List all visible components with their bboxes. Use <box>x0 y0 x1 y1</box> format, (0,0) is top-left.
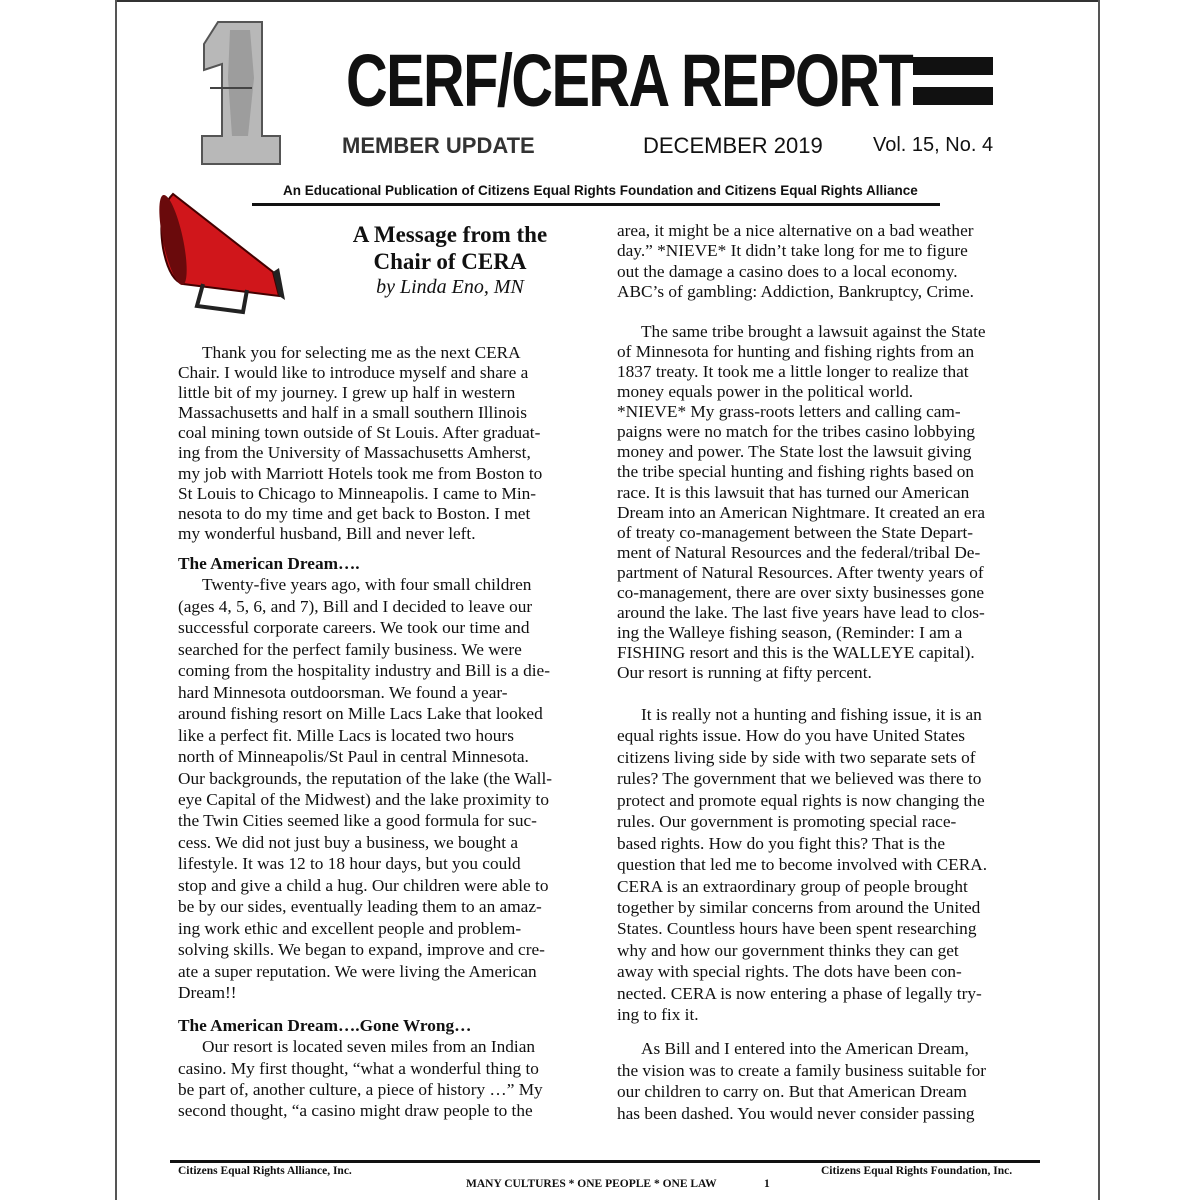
text-line: stop and give a child a hug. Our children were able to <box>178 875 549 895</box>
text-line: It is really not a hunting and fishing issue, it is an <box>641 705 982 724</box>
equal-sign-bottom-bar <box>913 87 993 105</box>
text-line: searched for the perfect family business. We were <box>178 639 522 659</box>
text-line: question that led me to become involved with CERA. <box>617 855 988 875</box>
text-line: *NIEVE* My grass-roots letters and calling cam- <box>617 402 961 422</box>
text-line: why and how our government thinks they can get <box>617 940 959 960</box>
text-line: protect and promote equal rights is now changing the <box>617 790 985 810</box>
text-line: be part of, another culture, a piece of history …” My <box>178 1079 543 1099</box>
text-line: nesota to do my time and get back to Boston. I met <box>178 503 531 523</box>
text-line: based rights. How do you fight this? That is the <box>617 833 945 853</box>
article-byline: by Linda Eno, MN <box>376 276 524 298</box>
megaphone-icon <box>155 188 290 318</box>
text-line: of Minnesota for hunting and fishing rights from an <box>617 342 975 362</box>
text-line: ing from the University of Massachusetts Amherst, <box>178 443 531 463</box>
text-line: States. Countless hours have been spent researching <box>617 919 977 939</box>
text-line: of treaty co-management between the State Depart- <box>617 522 974 542</box>
text-line: St Louis to Chicago to Minneapolis. I came to Min- <box>178 483 537 503</box>
lady-justice-logo-icon <box>200 18 282 166</box>
text-line: the vision was to create a family business suitable for <box>617 1060 987 1080</box>
footer-left-org: Citizens Equal Rights Alliance, Inc. <box>178 1165 352 1177</box>
article-title-line-1: A Message from the <box>352 222 548 247</box>
header-rule <box>252 203 940 206</box>
text-line: around the lake. The last five years have lead to clos- <box>617 602 985 622</box>
text-line: Dream into an American Nightmare. It created an era <box>617 502 986 522</box>
text-line: race. It is this lawsuit that has turned our American <box>617 482 970 502</box>
text-line: my wonderful husband, Bill and never left. <box>178 523 476 543</box>
text-line: north of Minneapolis/St Paul in central Minnesota. <box>178 747 529 767</box>
text-line: coming from the hospitality industry and Bill is a die- <box>178 661 550 681</box>
text-line: hard Minnesota outdoorsman. We found a year- <box>178 682 508 702</box>
text-line: ing the Walleye fishing season, (Reminder: I am a <box>617 622 963 642</box>
text-line: coal mining town outside of St Louis. After graduat- <box>178 423 541 443</box>
page-border-top <box>115 0 1100 2</box>
text-line: ing to fix it. <box>617 1005 699 1025</box>
text-line: solving skills. We began to expand, improve and cre- <box>178 940 545 960</box>
text-line: around fishing resort on Mille Lacs Lake that looked <box>178 704 543 724</box>
text-line: 1837 treaty. It took me a little longer to realize that <box>617 362 969 382</box>
text-line: second thought, “a casino might draw people to the <box>178 1101 533 1121</box>
issue-volume: Vol. 15, No. 4 <box>873 134 994 156</box>
text-line: The same tribe brought a lawsuit against the State <box>641 322 986 341</box>
text-line: CERA is an extraordinary group of people brought <box>617 876 968 896</box>
text-line: ing work ethic and excellent people and problem- <box>178 918 522 938</box>
text-line: co-management, there are over sixty businesses gone <box>617 582 985 602</box>
text-line: ment of Natural Resources and the federal/tribal De- <box>617 542 981 562</box>
section-heading: The American Dream…. <box>178 554 360 573</box>
text-line: Twenty-five years ago, with four small children <box>202 575 532 595</box>
text-line: Dream!! <box>178 983 237 1003</box>
text-line: eye Capital of the Midwest) and the lake proximity to <box>178 789 549 809</box>
publication-tagline: An Educational Publication of Citizens Equal Rights Foundation and Citizens Equal Rights Alliance <box>283 183 918 198</box>
section-heading: The American Dream….Gone Wrong… <box>178 1016 472 1035</box>
equal-sign-top-bar <box>913 57 993 75</box>
paragraph <box>178 343 542 544</box>
text-line: casino. My first thought, “what a wonderful thing to <box>178 1058 539 1078</box>
newsletter-title: CERF/CERA REPORT <box>346 39 913 122</box>
text-line: Thank you for selecting me as the next CERA <box>202 343 521 362</box>
text-line: little bit of my journey. I grew up half in western <box>178 383 516 403</box>
text-line: our children to carry on. But that American Dream <box>617 1082 967 1102</box>
text-line: my job with Marriott Hotels took me from Boston to <box>178 463 543 483</box>
text-line: money and power. The State lost the lawsuit giving <box>617 442 972 462</box>
text-line: (ages 4, 5, 6, and 7), Bill and I decided to leave our <box>178 596 533 616</box>
text-line: area, it might be a nice alternative on a bad weather <box>617 221 974 240</box>
article-title-line-2: Chair of CERA <box>373 249 527 274</box>
text-line: cess. We did not just buy a business, we bought a <box>178 832 519 852</box>
paragraph <box>617 221 974 303</box>
paragraph <box>617 322 986 683</box>
text-line: FISHING resort and this is the WALLEYE capital). <box>617 643 975 662</box>
text-line: paigns were no match for the tribes casino lobbying <box>617 422 976 442</box>
text-line: rules? The government that we believed was there to <box>617 769 982 789</box>
text-line: like a perfect fit. Mille Lacs is located two hours <box>178 725 514 745</box>
issue-date: DECEMBER 2019 <box>643 133 823 158</box>
text-line: the Twin Cities seemed like a good formula for suc- <box>178 811 537 831</box>
paragraph <box>178 1015 543 1121</box>
text-line: ate a super reputation. We were living the American <box>178 961 537 981</box>
text-line: out the damage a casino does to a local economy. <box>617 261 958 281</box>
text-line: day.” *NIEVE* It didn’t take long for me to figure <box>617 241 968 261</box>
text-line: be by our sides, eventually leading them to an amaz- <box>178 897 542 917</box>
footer-right-org: Citizens Equal Rights Foundation, Inc. <box>821 1165 1013 1177</box>
page-number: 1 <box>764 1178 770 1190</box>
text-line: together by similar concerns from around the United <box>617 897 981 917</box>
text-line: lifestyle. It was 12 to 18 hour days, but you could <box>178 854 521 874</box>
text-line: As Bill and I entered into the American Dream, <box>641 1039 969 1058</box>
text-line: Massachusetts and half in a small southern Illinois <box>178 403 527 423</box>
page-border-right <box>1098 0 1100 1200</box>
text-line: citizens living side by side with two separate sets of <box>617 747 976 767</box>
footer-rule <box>170 1160 1040 1163</box>
text-line: rules. Our government is promoting special race- <box>617 812 957 832</box>
text-line: Our backgrounds, the reputation of the lake (the Wall- <box>178 768 553 788</box>
text-line: money equals power in the political world. <box>617 382 914 402</box>
text-line: successful corporate careers. We took our time and <box>178 618 530 638</box>
footer-motto: MANY CULTURES * ONE PEOPLE * ONE LAW <box>466 1178 717 1190</box>
paragraph <box>178 553 552 1004</box>
text-line: has been dashed. You would never consider passing <box>617 1104 975 1124</box>
text-line: Chair. I would like to introduce myself and share a <box>178 363 529 383</box>
member-update-label: MEMBER UPDATE <box>342 133 535 158</box>
text-line: nected. CERA is now entering a phase of legally try- <box>617 983 982 1003</box>
paragraph <box>617 1038 986 1125</box>
text-line: away with special rights. The dots have been con- <box>617 962 962 982</box>
paragraph <box>617 704 987 1026</box>
text-line: Our resort is located seven miles from an Indian <box>202 1037 536 1057</box>
page-border-left <box>115 0 117 1200</box>
text-line: partment of Natural Resources. After twenty years of <box>617 562 984 582</box>
text-line: ABC’s of gambling: Addiction, Bankruptcy, Crime. <box>617 282 974 302</box>
text-line: equal rights issue. How do you have United States <box>617 726 965 746</box>
text-line: the tribe special hunting and fishing rights based on <box>617 462 975 482</box>
text-line: Our resort is running at fifty percent. <box>617 663 872 683</box>
